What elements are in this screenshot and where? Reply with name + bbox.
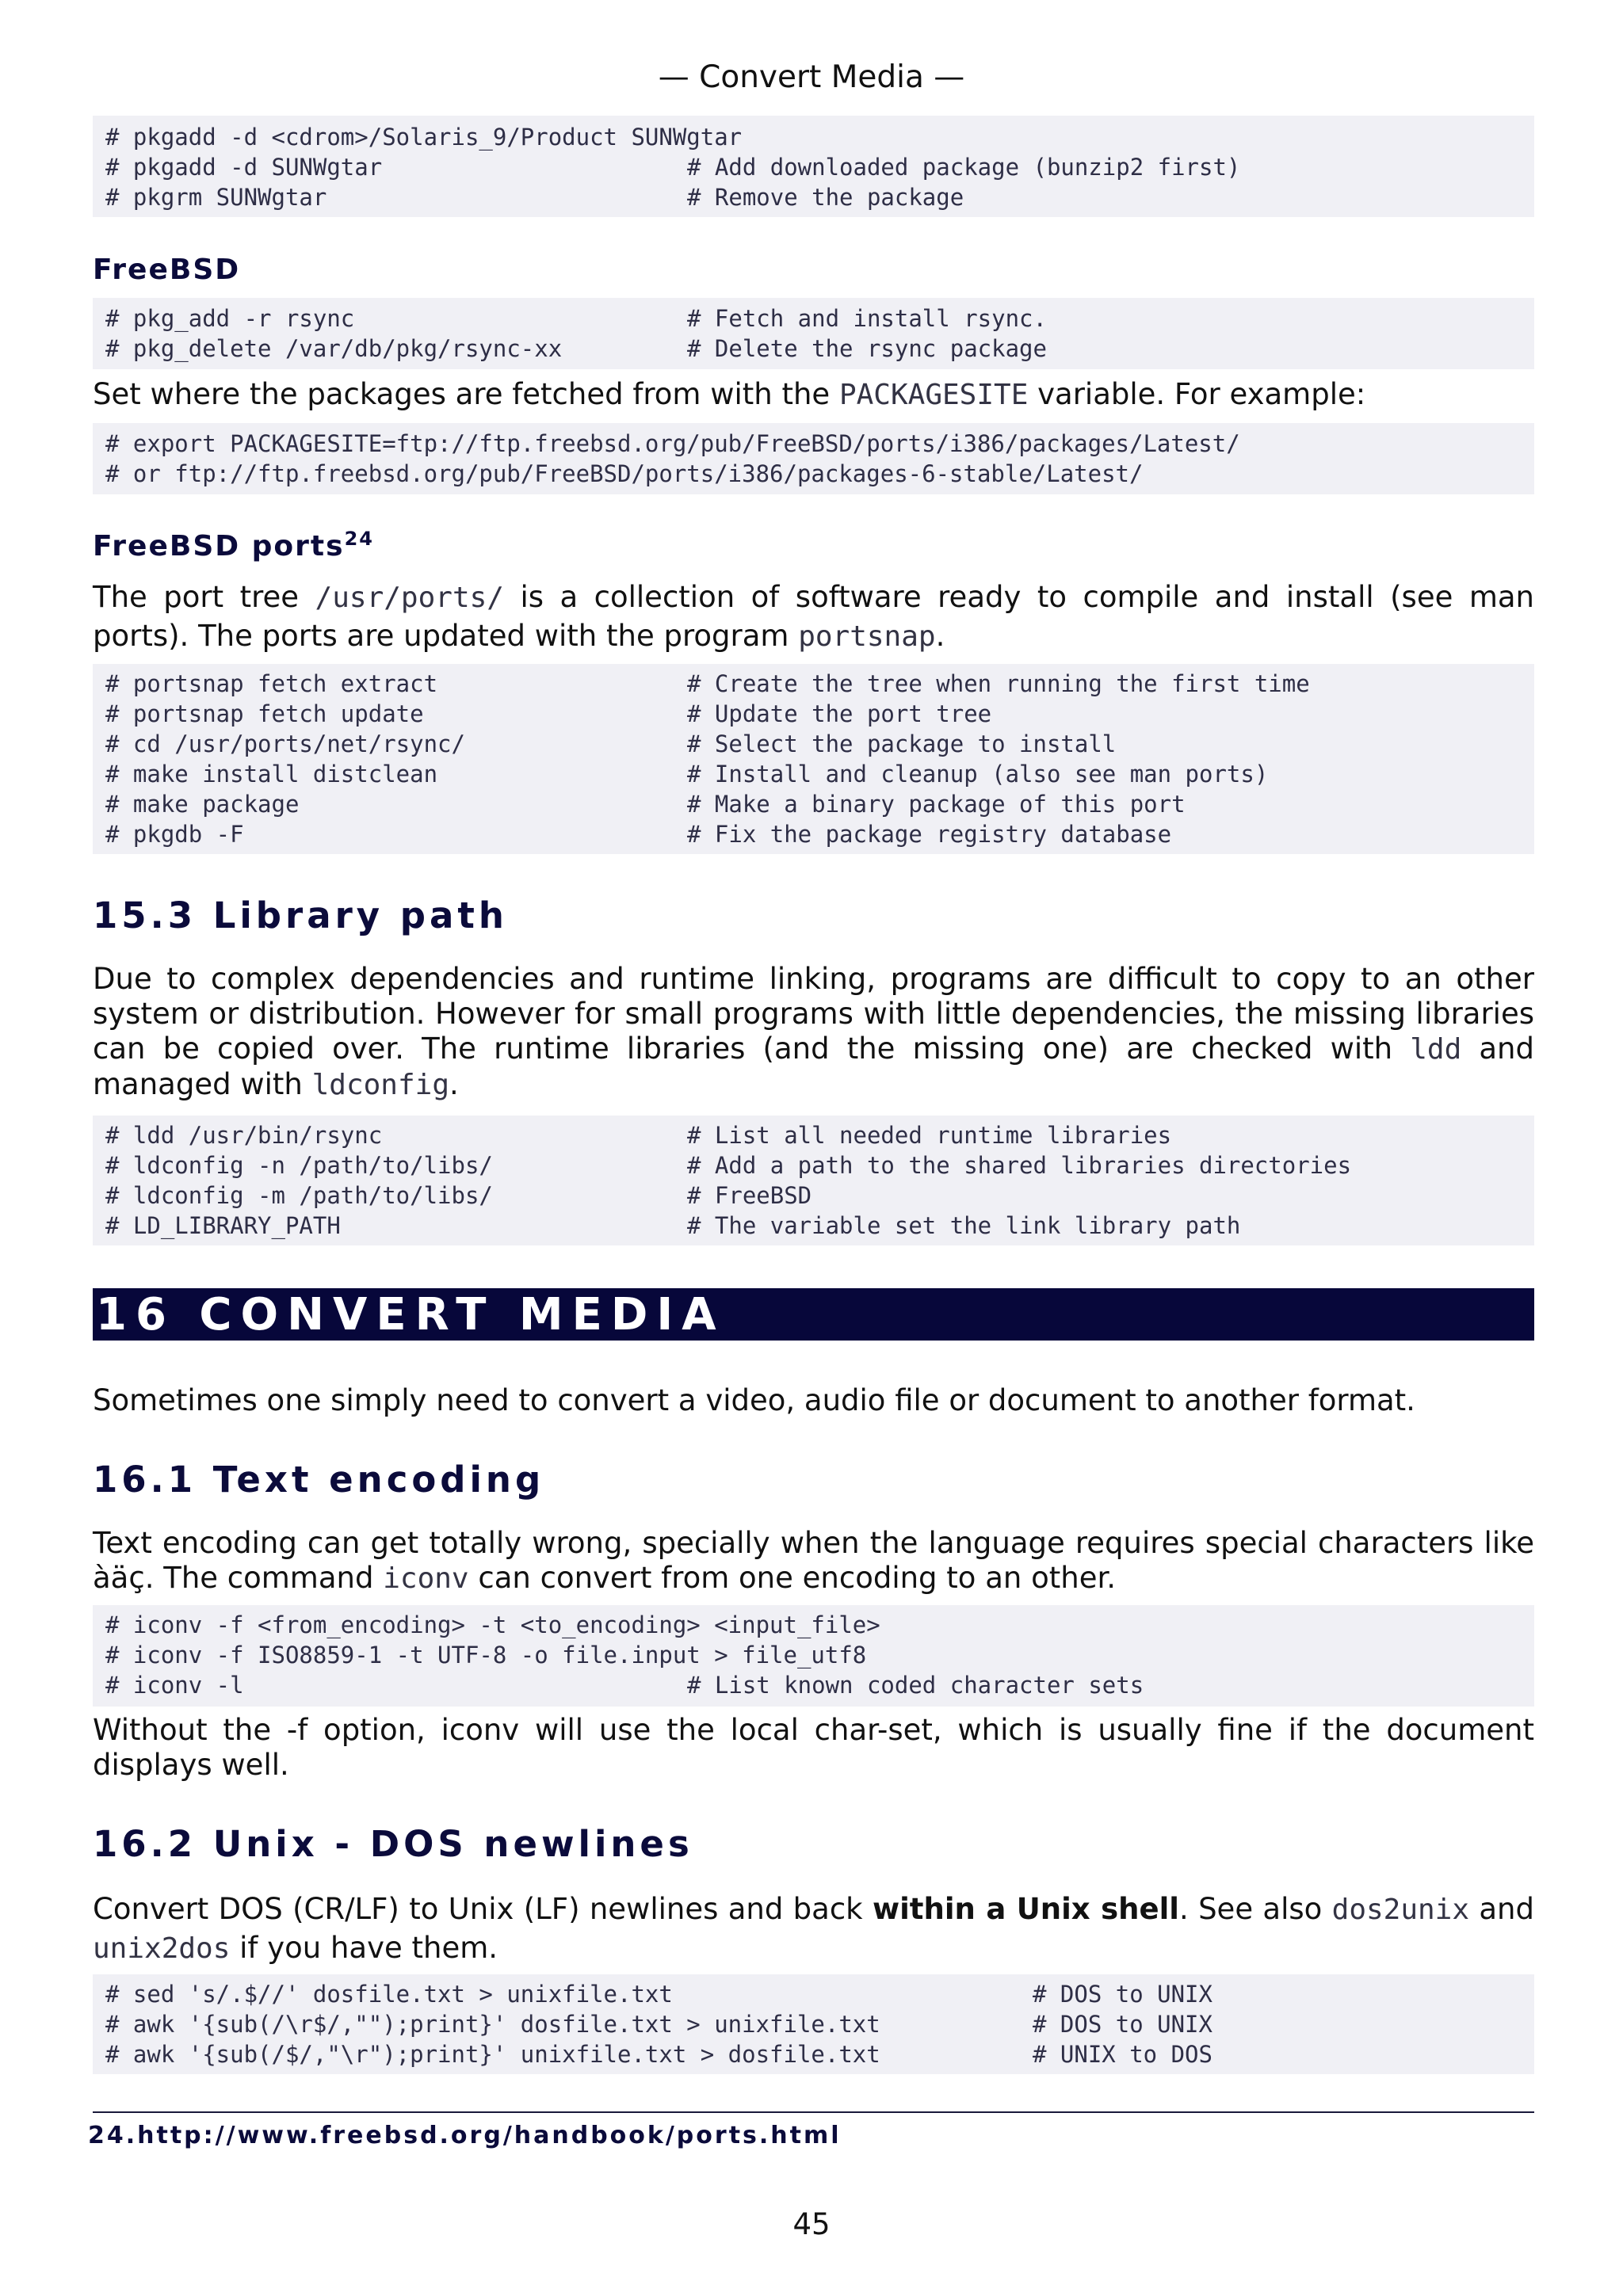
paragraph-iconv-note: Without the -f option, iconv will use the local char-set, which is usually fine if the document displays well.	[93, 1713, 1534, 1782]
code-comment: # The variable set the link library path	[687, 1212, 1241, 1239]
code-command: # sed 's/.$//' dosfile.txt > unixfile.txt	[105, 1981, 673, 2008]
code-line	[105, 2009, 1522, 2039]
paragraph-port-tree: The port tree /usr/ports/ is a collection of software ready to compile and install (see man ports). The ports are updated with the program portsnap.	[93, 580, 1535, 653]
code-command: # awk '{sub(/$/,"\r");print}' unixfile.txt > dosfile.txt	[105, 2041, 880, 2068]
code-line	[105, 334, 1522, 364]
code-block-freebsd	[93, 298, 1534, 369]
code-command: # ldconfig -m /path/to/libs/	[105, 1182, 493, 1209]
page-number: 45	[792, 2207, 831, 2241]
code-comment: # Fetch and install rsync.	[687, 305, 1047, 332]
code-command: # iconv -l	[105, 1672, 244, 1699]
code-comment: # List known coded character sets	[687, 1672, 1144, 1699]
code-command: # pkgadd -d SUNWgtar	[105, 154, 383, 181]
code-command: # ldd /usr/bin/rsync	[105, 1122, 383, 1149]
code-line	[105, 669, 1522, 699]
code-line	[105, 429, 1522, 459]
code-command: # cd /usr/ports/net/rsync/	[105, 730, 465, 757]
code-command: # iconv -f ISO8859-1 -t UTF-8 -o file.input > file_utf8	[105, 1642, 867, 1669]
code-line	[105, 759, 1522, 789]
code-command: # pkg_add -r rsync	[105, 305, 355, 332]
footnote-rule	[93, 2111, 1534, 2113]
running-head: — Convert Media —	[658, 59, 965, 95]
heading-freebsd: FreeBSD	[93, 254, 241, 286]
heading-text-encoding: 16.1 Text encoding	[93, 1459, 545, 1501]
chapter-heading-bar	[93, 1288, 1534, 1341]
code-command: # pkgdb -F	[105, 821, 244, 848]
paragraph-text-encoding: Text encoding can get totally wrong, specially when the language requires special characters like àäç. The command iconv can convert from one encoding to an other.	[93, 1526, 1534, 1595]
heading-unix-dos: 16.2 Unix - DOS newlines	[93, 1823, 693, 1865]
code-line	[105, 182, 1522, 212]
code-command: # make install distclean	[105, 761, 438, 788]
paragraph-packagesite: Set where the packages are fetched from with the PACKAGESITE variable. For example:	[93, 377, 1366, 411]
paragraph-convert-intro: Sometimes one simply need to convert a video, audio file or document to another format.	[93, 1383, 1415, 1417]
heading-freebsd-ports: FreeBSD ports$^{24}$	[93, 528, 374, 563]
code-comment: # Select the package to install	[687, 730, 1117, 757]
paragraph-library: Due to complex dependencies and runtime linking, programs are difficult to copy to an other system or distribution. However for small programs with little dependencies, the missing libraries can be copied over. The runtime libraries (and the missing one) are checked with ldd and managed with ldconfig.	[93, 962, 1534, 1101]
code-comment: # DOS to UNIX	[1033, 1981, 1212, 2008]
code-line	[105, 1610, 1522, 1640]
code-command: # pkg_delete /var/db/pkg/rsync-xx	[105, 335, 563, 362]
code-line	[105, 1120, 1522, 1150]
code-line	[105, 729, 1522, 759]
code-command: # pkgadd -d <cdrom>/Solaris_9/Product SUNWgtar	[105, 124, 743, 151]
code-comment: # Add downloaded package (bunzip2 first)	[687, 154, 1241, 181]
code-comment: # DOS to UNIX	[1033, 2011, 1212, 2038]
code-block-packagesite	[93, 423, 1534, 494]
code-comment: # Add a path to the shared libraries directories	[687, 1152, 1352, 1179]
code-comment: # Create the tree when running the first time	[687, 670, 1310, 697]
code-line	[105, 1150, 1522, 1180]
code-comment: # Update the port tree	[687, 700, 992, 727]
code-block-newlines	[93, 1974, 1534, 2074]
code-command: # LD_LIBRARY_PATH	[105, 1212, 341, 1239]
code-command: # portsnap fetch update	[105, 700, 424, 727]
code-command: # ldconfig -n /path/to/libs/	[105, 1152, 493, 1179]
code-comment: # Make a binary package of this port	[687, 791, 1186, 818]
code-line	[105, 122, 1522, 152]
code-line	[105, 1211, 1522, 1241]
footnote: 24.http://www.freebsd.org/handbook/ports.html	[88, 2122, 842, 2149]
code-line	[105, 1670, 1522, 1700]
chapter-heading: 16 CONVERT MEDIA	[96, 1289, 725, 1341]
code-command: # iconv -f <from_encoding> -t <to_encoding> <input_file>	[105, 1611, 880, 1638]
code-line	[105, 819, 1522, 849]
code-command: # awk '{sub(/\r$/,"");print}' dosfile.txt > unixfile.txt	[105, 2011, 880, 2038]
code-command: # export PACKAGESITE=ftp://ftp.freebsd.org/pub/FreeBSD/ports/i386/packages/Latest/	[105, 430, 1240, 457]
code-line	[105, 2039, 1522, 2069]
paragraph-newlines: Convert DOS (CR/LF) to Unix (LF) newlines and back within a Unix shell. See also dos2unix and unix2dos if you have them.	[93, 1892, 1534, 1965]
code-line	[105, 303, 1522, 334]
code-block-solaris	[93, 116, 1534, 217]
code-line	[105, 152, 1522, 182]
code-command: # or ftp://ftp.freebsd.org/pub/FreeBSD/ports/i386/packages-6-stable/Latest/	[105, 460, 1144, 487]
code-comment: # UNIX to DOS	[1033, 2041, 1212, 2068]
code-block-library	[93, 1116, 1534, 1245]
code-line	[105, 1640, 1522, 1670]
heading-library-path: 15.3 Library path	[93, 894, 508, 936]
code-comment: # List all needed runtime libraries	[687, 1122, 1172, 1149]
code-command: # make package	[105, 791, 300, 818]
code-comment: # Fix the package registry database	[687, 821, 1172, 848]
code-line	[105, 699, 1522, 729]
code-line	[105, 789, 1522, 819]
footnote-marker: 24	[344, 528, 374, 550]
code-comment: # FreeBSD	[687, 1182, 812, 1209]
code-comment: # Remove the package	[687, 184, 964, 211]
code-block-iconv	[93, 1605, 1534, 1707]
code-line	[105, 1180, 1522, 1211]
code-block-ports	[93, 664, 1534, 854]
code-comment: # Install and cleanup (also see man ports)	[687, 761, 1269, 788]
code-comment: # Delete the rsync package	[687, 335, 1047, 362]
code-command: # pkgrm SUNWgtar	[105, 184, 327, 211]
code-line	[105, 1979, 1522, 2009]
code-line	[105, 459, 1522, 489]
code-command: # portsnap fetch extract	[105, 670, 438, 697]
